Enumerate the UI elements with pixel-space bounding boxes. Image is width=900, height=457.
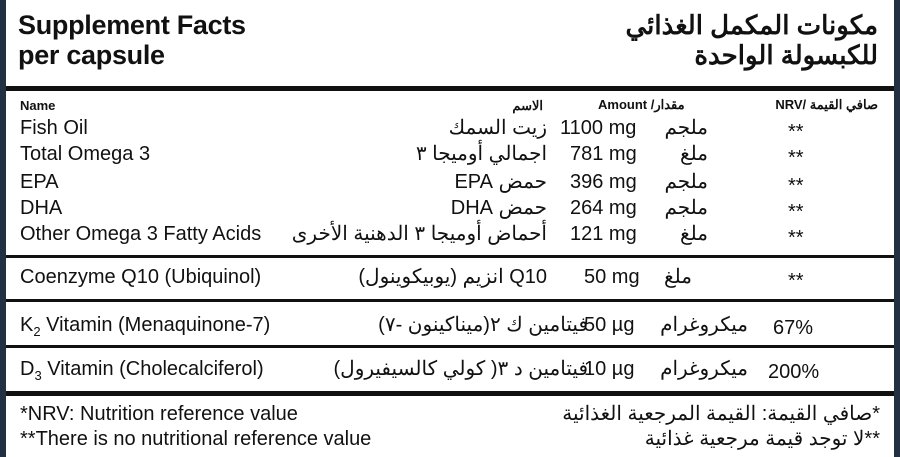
k2-subscript: 2: [33, 324, 41, 339]
row-name-ar-coq10: Q10 انزيم (يوبيكوينول): [358, 266, 547, 288]
row-nrv-dha: **: [788, 201, 804, 223]
k2-prefix: K: [20, 314, 34, 336]
row-amount-other-omega3: 121 mg: [570, 223, 637, 245]
title-ar-line2: للكبسولة الواحدة: [694, 40, 878, 70]
row-nrv-fish-oil: **: [788, 121, 804, 143]
row-unit-ar-d3-vitamin: ميكروغرام: [660, 358, 748, 380]
row-name-fish-oil: Fish Oil: [20, 117, 88, 139]
d3-prefix: D: [20, 358, 35, 380]
row-nrv-other-omega3: **: [788, 227, 804, 249]
d3-subscript: 3: [34, 368, 42, 383]
row-name-ar-k2-vitamin: فيتامين ك ٢(ميناكينون -٧): [378, 314, 588, 336]
title-en-line2: per capsule: [18, 40, 165, 70]
row-amount-dha: 264 mg: [570, 197, 637, 219]
footnote-no-value-en: **There is no nutritional reference value: [20, 428, 372, 450]
row-name-ar-other-omega3: أحماض أوميجا ٣ الدهنية الأخرى: [291, 223, 547, 245]
row-name-ar-fish-oil: زيت السمك: [448, 117, 547, 139]
title-en-line1: Supplement Facts: [18, 10, 246, 40]
row-name-ar-dha: حمض DHA: [450, 197, 547, 219]
header-name-ar: الاسم: [512, 98, 543, 113]
row-nrv-d3-vitamin: 200%: [768, 361, 820, 383]
header-nrv: NRV/ صافي القيمة: [775, 97, 878, 112]
k2-name: Vitamin (Menaquinone-7): [40, 314, 271, 336]
row-name-dha: DHA: [20, 197, 63, 219]
header-amount: Amount /مقدار: [598, 97, 685, 112]
row-unit-ar-total-omega3: ملغ: [680, 143, 708, 165]
row-name-d3-vitamin: [20, 357, 264, 388]
row-name-ar-epa: حمض EPA: [454, 171, 547, 193]
row-amount-epa: 396 mg: [570, 171, 637, 193]
divider-3: [6, 345, 894, 348]
row-unit-ar-fish-oil: ملجم: [664, 117, 708, 139]
footnote-nrv-en: *NRV: Nutrition reference value: [20, 403, 298, 425]
row-name-total-omega3: Total Omega 3: [20, 143, 151, 165]
row-amount-k2-vitamin: 50 µg: [584, 314, 635, 336]
row-amount-fish-oil: 1100 mg: [560, 117, 637, 139]
row-unit-ar-k2-vitamin: ميكروغرام: [660, 314, 748, 336]
title-ar: [625, 10, 878, 70]
row-name-other-omega3: Other Omega 3 Fatty Acids: [20, 223, 262, 245]
header-name: Name: [20, 98, 56, 113]
row-amount-d3-vitamin: 10 µg: [584, 358, 635, 380]
row-nrv-total-omega3: **: [788, 147, 804, 169]
row-unit-ar-dha: ملجم: [664, 197, 708, 219]
divider-4: [6, 391, 894, 396]
title-divider: [6, 86, 894, 91]
footnote-no-value-ar: **لا توجد قيمة مرجعية غذائية: [644, 428, 880, 450]
row-nrv-epa: **: [788, 175, 804, 197]
row-amount-total-omega3: 781 mg: [570, 143, 637, 165]
row-name-ar-total-omega3: اجمالي أوميجا ٣: [415, 143, 547, 165]
title-ar-line1: مكونات المكمل الغذائي: [625, 10, 878, 40]
row-amount-coq10: 50 mg: [584, 266, 640, 288]
row-unit-ar-coq10: ملغ: [664, 266, 692, 288]
row-unit-ar-other-omega3: ملغ: [680, 223, 708, 245]
row-name-k2-vitamin: [20, 313, 270, 344]
row-name-ar-d3-vitamin: فيتامين د ٣( كولي كالسيفيرول): [333, 358, 588, 380]
d3-name: Vitamin (Cholecalciferol): [41, 358, 264, 380]
row-nrv-k2-vitamin: 67%: [773, 317, 814, 339]
row-nrv-coq10: **: [788, 270, 804, 292]
title-en: [18, 10, 246, 70]
row-unit-ar-epa: ملجم: [664, 171, 708, 193]
footnote-nrv-ar: *صافي القيمة: القيمة المرجعية الغذائية: [562, 403, 880, 425]
divider-2: [6, 299, 894, 302]
divider-1: [6, 255, 894, 258]
row-name-epa: EPA: [20, 171, 59, 193]
row-name-coq10: Coenzyme Q10 (Ubiquinol): [20, 266, 262, 288]
